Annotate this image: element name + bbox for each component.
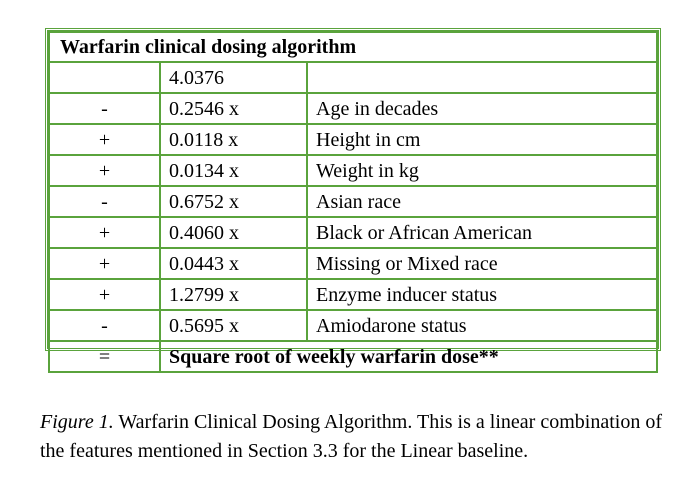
feature-cell xyxy=(307,62,657,93)
feature-cell: Asian race xyxy=(307,186,657,217)
coefficient-cell: 1.2799 x xyxy=(160,279,307,310)
operator-cell: + xyxy=(49,155,160,186)
table-row xyxy=(49,217,657,248)
table-row xyxy=(49,186,657,217)
caption-text: Warfarin Clinical Dosing Algorithm. This is a linear combination of the features mentioned in Section 3.3 for the Linear baseline. xyxy=(40,411,662,462)
coefficient-cell: 0.5695 x xyxy=(160,310,307,341)
table-title: Warfarin clinical dosing algorithm xyxy=(49,32,657,62)
dosing-algorithm-table xyxy=(45,28,661,368)
coefficient-cell: 0.0118 x xyxy=(160,124,307,155)
feature-cell: Amiodarone status xyxy=(307,310,657,341)
table-row xyxy=(49,93,657,124)
coefficient-cell: 4.0376 xyxy=(160,62,307,93)
table-title-row xyxy=(49,32,657,62)
coefficient-cell: 0.4060 x xyxy=(160,217,307,248)
feature-cell: Enzyme inducer status xyxy=(307,279,657,310)
figure-label: Figure 1. xyxy=(40,411,114,433)
dosing-table-grid xyxy=(48,31,658,373)
table-row xyxy=(49,62,657,93)
feature-cell: Weight in kg xyxy=(307,155,657,186)
coefficient-cell: 0.6752 x xyxy=(160,186,307,217)
coefficient-cell: 0.0443 x xyxy=(160,248,307,279)
table-row xyxy=(49,124,657,155)
operator-cell: + xyxy=(49,217,160,248)
operator-cell: + xyxy=(49,124,160,155)
operator-cell: - xyxy=(49,93,160,124)
feature-cell: Missing or Mixed race xyxy=(307,248,657,279)
operator-cell: + xyxy=(49,248,160,279)
operator-cell: - xyxy=(49,186,160,217)
coefficient-cell: 0.0134 x xyxy=(160,155,307,186)
table-row xyxy=(49,248,657,279)
table-row xyxy=(49,310,657,341)
result-cell: Square root of weekly warfarin dose** xyxy=(160,341,657,372)
result-row xyxy=(49,341,657,372)
table-row xyxy=(49,279,657,310)
operator-cell: - xyxy=(49,310,160,341)
operator-cell: + xyxy=(49,279,160,310)
coefficient-cell: 0.2546 x xyxy=(160,93,307,124)
feature-cell: Age in decades xyxy=(307,93,657,124)
figure-caption xyxy=(40,408,662,466)
operator-cell xyxy=(49,62,160,93)
table-row xyxy=(49,155,657,186)
feature-cell: Height in cm xyxy=(307,124,657,155)
equals-cell: = xyxy=(49,341,160,372)
feature-cell: Black or African American xyxy=(307,217,657,248)
